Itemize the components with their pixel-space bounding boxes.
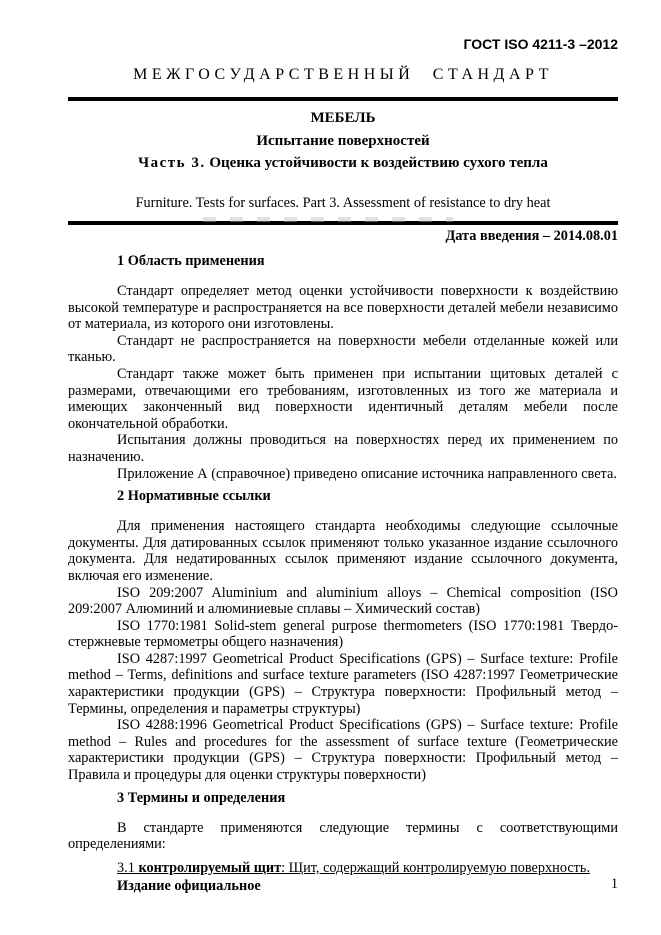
section-2-heading: 2 Нормативные ссылки — [117, 488, 271, 505]
definition-term: контролируемый щит — [138, 859, 282, 876]
section-2-paragraph: Для применения настоящего стандарта необходимы следующие ссылочные документы. Для датированных ссылок применяют только указанное издание ссылочного документа. Для недатированных ссылок применяют издание ссылочного документа, включая его изменение. — [68, 518, 618, 584]
section-3-heading: 3 Термины и определения — [117, 789, 286, 806]
doc-subject: МЕБЕЛЬ — [310, 110, 376, 126]
effective-date: Дата введения – 2014.08.01 — [445, 228, 618, 244]
section-2-paragraph: ISO 4287:1997 Geometrical Product Specifications (GPS) – Surface texture: Profile method – Terms, definitions and surface texture parameters (ISO 4287:1997 Геометрические характеристики продукции (GPS) – Структура поверхности: Профильный метод – Термины, определения и параметры структуры) — [68, 650, 618, 717]
title-rule-wrap — [68, 221, 618, 225]
part-label: Часть 3. — [138, 155, 206, 171]
header-rule — [68, 97, 618, 101]
section-2-paragraph: ISO 1770:1981 Solid-stem general purpose thermometers (ISO 1770:1981 Твердо-стержневые термометры общего назначения) — [68, 617, 618, 651]
section-1-paragraph: Стандарт не распространяется на поверхности мебели отделанные кожей или тканью. — [68, 332, 618, 366]
edition-note: Издание официальное — [117, 877, 261, 894]
definition-number: 3.1 — [117, 859, 135, 876]
doc-code: ГОСТ ISO 4211-3 –2012 — [463, 36, 618, 52]
definition-body: : Щит, содержащий контролируемую поверхность. — [281, 859, 591, 876]
page-number: 1 — [610, 876, 618, 892]
section-2-paragraph: ISO 209:2007 Aluminium and aluminium alloys – Chemical composition (ISO 209:2007 Алюминий и алюминиевые сплавы – Химический состав) — [68, 584, 618, 618]
section-1-heading: 1 Область применения — [117, 253, 265, 269]
section-3-paragraph: В стандарте применяются следующие термины с соответствующими определениями: — [68, 819, 618, 853]
scan-artifact — [203, 217, 453, 222]
part-title-text: Оценка устойчивости к воздействию сухого тепла — [209, 155, 548, 171]
definition-3-1 — [68, 860, 618, 877]
section-1-paragraph: Стандарт определяет метод оценки устойчивости поверхности к воздействию высокой температуре и распространяется на все поверхности деталей мебели независимо от материала, из которого они изготовлены. — [68, 283, 618, 333]
definition-underlined-text — [117, 860, 590, 876]
doc-subtitle: Испытание поверхностей — [256, 133, 430, 149]
section-1-paragraph: Испытания должны проводиться на поверхностях перед их применением по назначению. — [68, 432, 618, 465]
doc-title-english: Furniture. Tests for surfaces. Part 3. Assessment of resistance to dry heat — [135, 195, 551, 211]
section-2-paragraph: ISO 4288:1996 Geometrical Product Specifications (GPS) – Surface texture: Profile method – Rules and procedures for the assessment of surface texture (Геометрические характеристики продукции (GPS) – Структура поверхности: Профильный метод – Правила и процедуры для оценки структуры поверхности) — [68, 717, 618, 784]
section-1-paragraph: Приложение А (справочное) приведено описание источника направленного света. — [117, 465, 617, 482]
section-1-paragraph: Стандарт также может быть применен при испытании щитовых деталей с размерами, отвечающими его требованиям, изготовленных из того же материала и имеющих законченный вид поверхности идентичный деталям мебели после окончательной обработки. — [68, 365, 618, 432]
doc-part-title — [68, 155, 618, 172]
standard-type-heading: МЕЖГОСУДАРСТВЕННЫЙ СТАНДАРТ — [133, 66, 553, 83]
